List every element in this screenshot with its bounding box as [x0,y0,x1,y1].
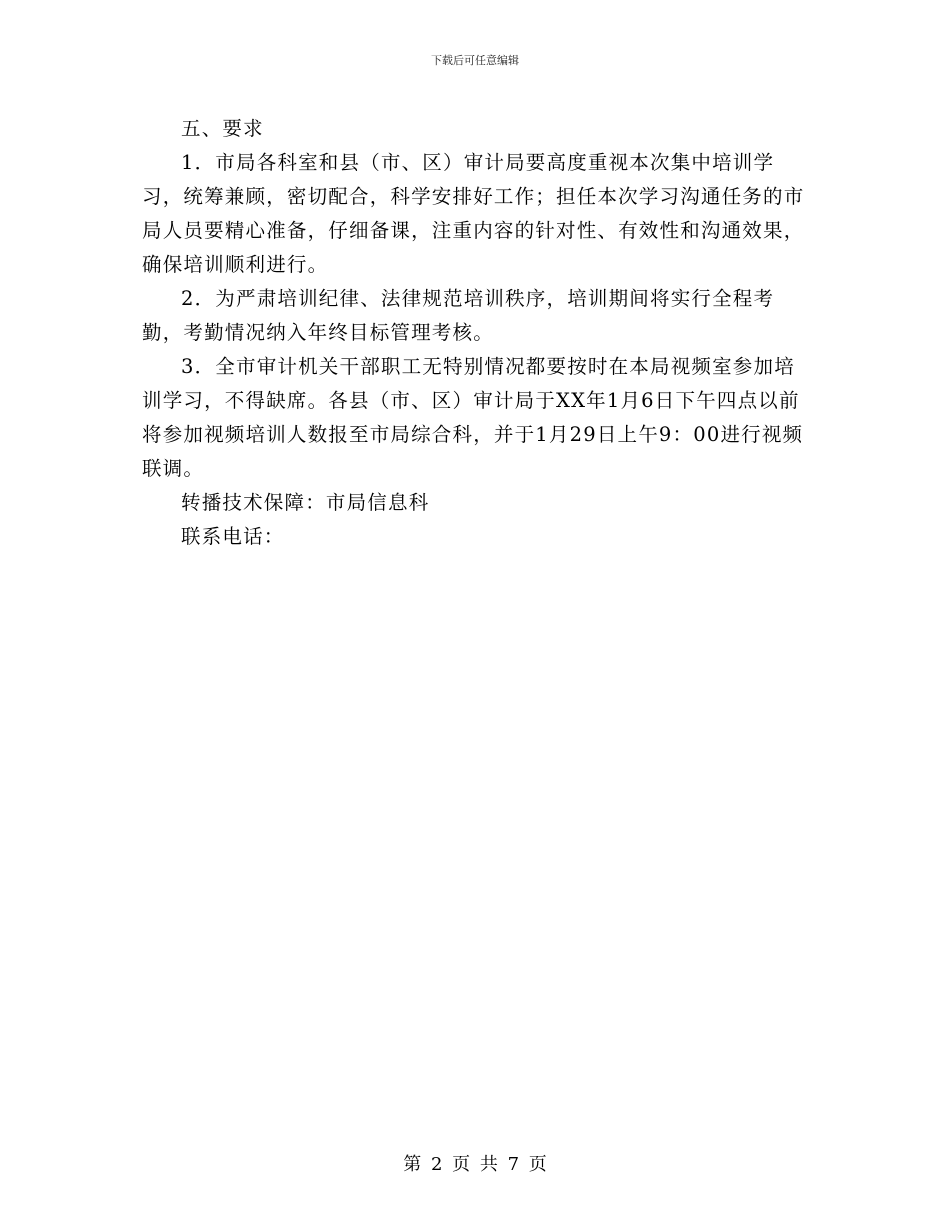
contact-line: 联系电话： [181,525,285,548]
paragraph-1: 1．市局各科室和县（市、区）审计局要高度重视本次集中培训学习，统筹兼顾，密切配合，科学安排好工作；担任本次学习沟通任务的市局人员要精心准备，仔细备课，注重内容的针对性、有效性和沟通效果，确保培训顺利进行。 [142,151,805,276]
page-indicator: 第 2 页 共 7 页 [403,1154,547,1175]
header-note: 下载后可任意编辑 [431,54,519,67]
section-heading: 五、要求 [181,117,264,140]
paragraph-3: 3．全市审计机关干部职工无特别情况都要按时在本局视频室参加培训学习，不得缺席。各县（市、区）审计局于XX年1月6日下午四点以前将参加视频培训人数报至市局综合科，并于1月29日上午9：00进行视频联调。 [142,355,804,480]
document-body [142,112,808,554]
paragraph-2: 2．为严肃培训纪律、法律规范培训秩序，培训期间将实行全程考勤，考勤情况纳入年终目标管理考核。 [142,287,775,344]
tech-support-line: 转播技术保障：市局信息科 [181,491,430,514]
